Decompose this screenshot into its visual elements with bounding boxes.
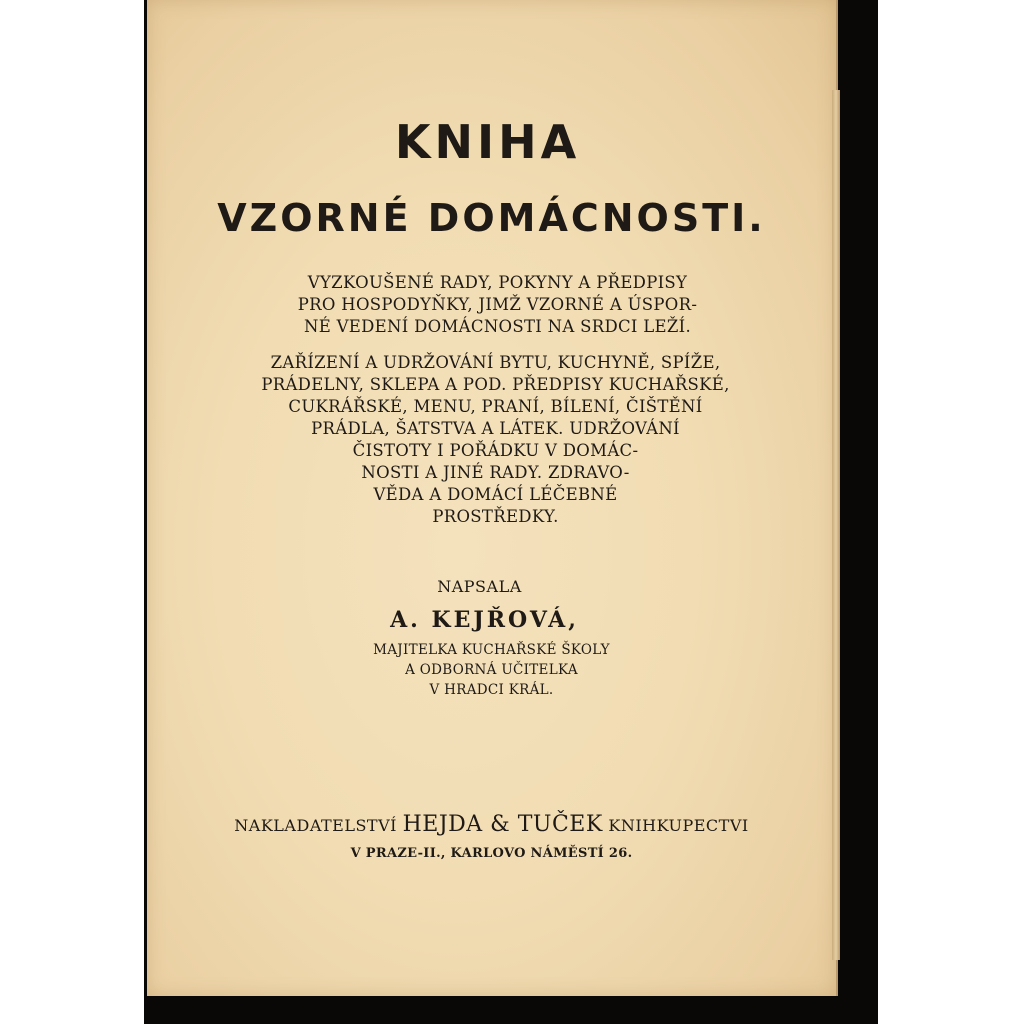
contents-line: ZAŘÍZENÍ A UDRŽOVÁNÍ BYTU, KUCHYNĚ, SPÍŽE, — [270, 353, 721, 372]
author-name: A. KEJŘOVÁ, — [390, 607, 579, 633]
contents-line: PROSTŘEDKY. — [432, 507, 559, 526]
contents-line: VĚDA A DOMÁCÍ LÉČEBNÉ — [373, 485, 618, 504]
contents-description — [151, 352, 840, 528]
contents-line: PRÁDELNY, SKLEPA A POD. PŘEDPISY KUCHAŘSKÉ, — [261, 375, 730, 394]
publisher-address: V PRAZE-II., KARLOVO NÁMĚSTÍ 26. — [350, 846, 633, 861]
subtitle — [153, 272, 842, 338]
book-title-line-1: KNIHA — [394, 115, 581, 169]
contents-line: PRÁDLA, ŠATSTVA A LÁTEK. UDRŽOVÁNÍ — [311, 419, 680, 438]
contents-line: NOSTI A JINÉ RADY. ZDRAVO- — [361, 463, 630, 482]
publisher-line — [147, 812, 836, 837]
publisher-suffix: KNIHKUPECTVI — [608, 816, 749, 835]
book-title-line-2: VZORNÉ DOMÁCNOSTI. — [217, 196, 766, 240]
author-label: NAPSALA — [437, 577, 522, 596]
author-description-line: MAJITELKA KUCHAŘSKÉ ŠKOLY — [373, 642, 610, 658]
title-page-text — [147, 0, 836, 996]
subtitle-line: NÉ VEDENÍ DOMÁCNOSTI NA SRDCI LEŽÍ. — [303, 317, 692, 336]
publisher-prefix: NAKLADATELSTVÍ — [234, 816, 397, 835]
author-description — [147, 640, 836, 700]
contents-line: ČISTOTY I POŘÁDKU V DOMÁC- — [352, 441, 639, 460]
subtitle-line: VYZKOUŠENÉ RADY, POKYNY A PŘEDPISY — [307, 273, 688, 292]
author-description-line: A ODBORNÁ UČITELKA — [405, 662, 578, 678]
author-description-line: V HRADCI KRÁL. — [429, 682, 554, 698]
publisher-name: HEJDA & TUČEK — [402, 812, 603, 837]
subtitle-line: PRO HOSPODYŇKY, JIMŽ VZORNÉ A ÚSPOR- — [297, 295, 698, 314]
contents-line: CUKRÁŘSKÉ, MENU, PRANÍ, BÍLENÍ, ČIŠTĚNÍ — [288, 397, 703, 416]
